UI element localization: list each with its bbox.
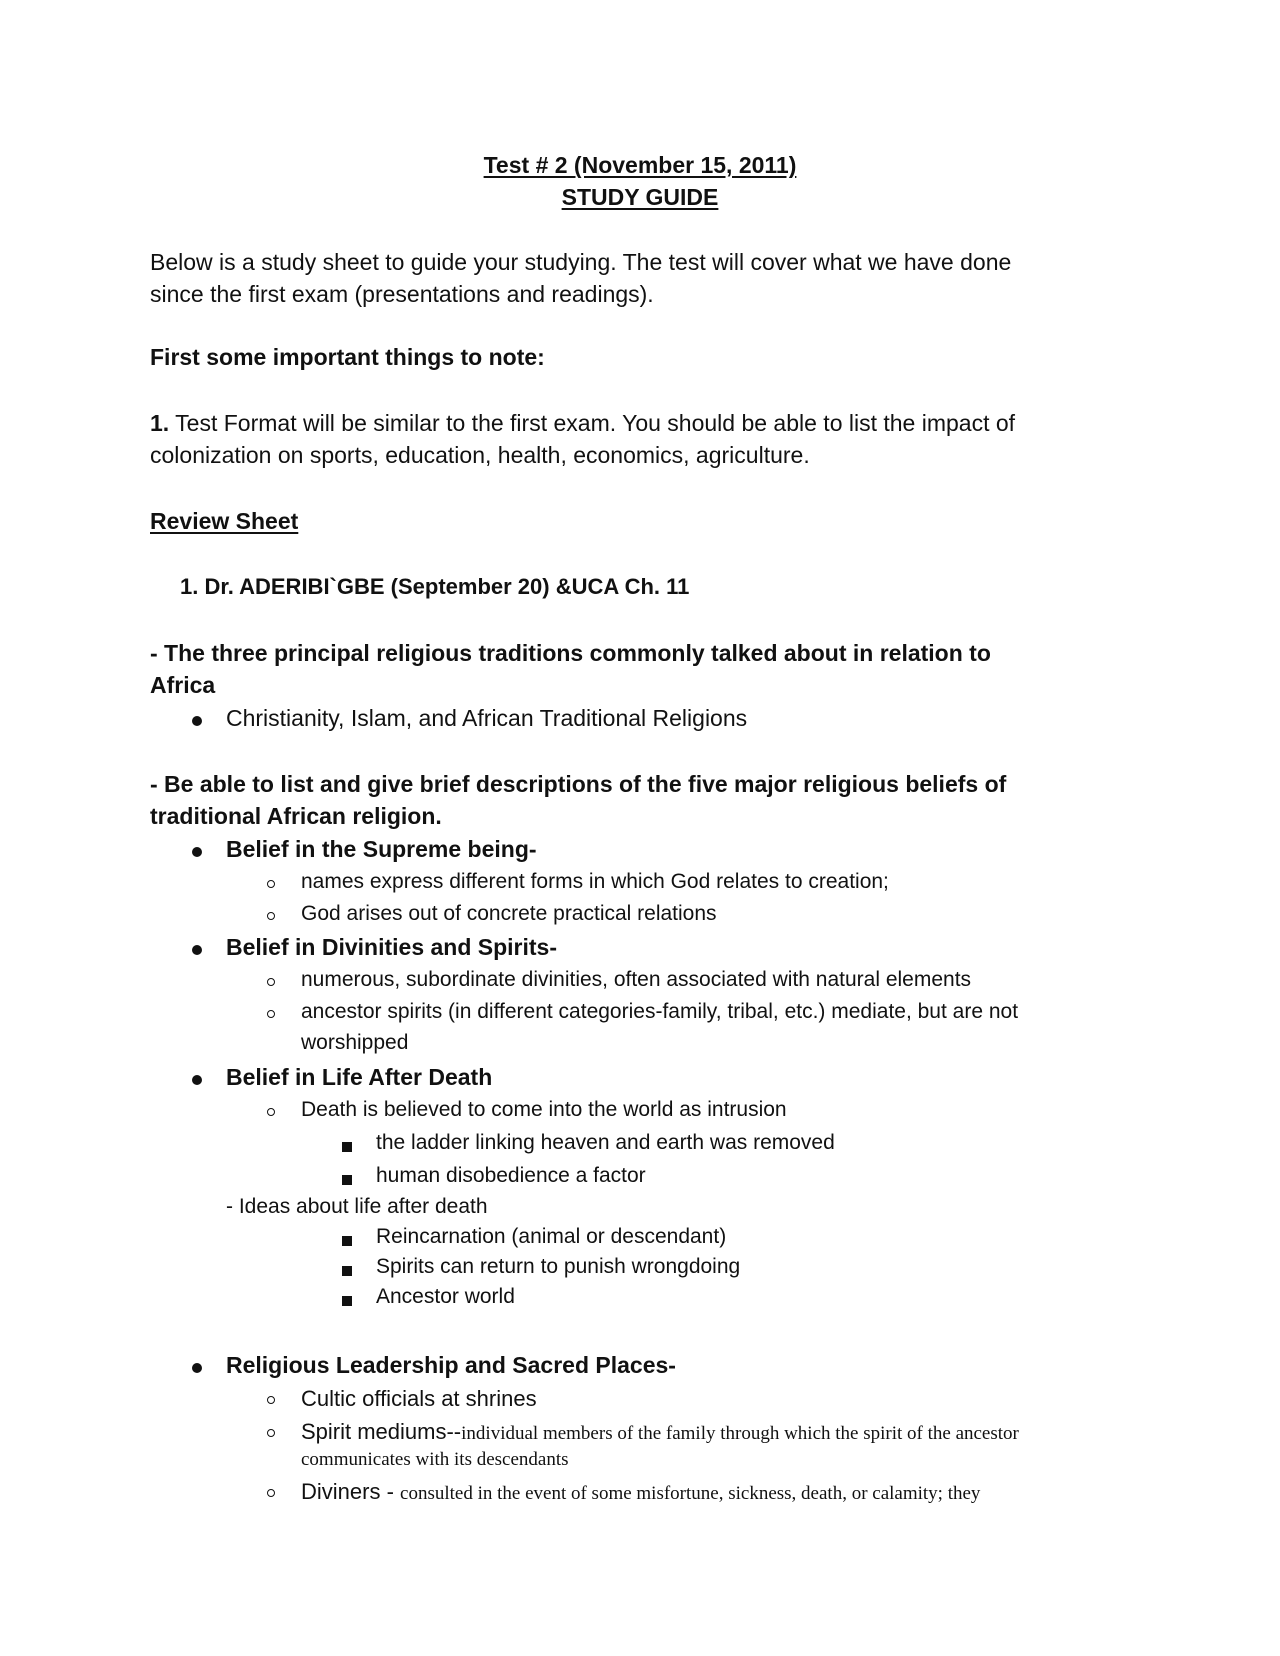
belief-detail: Death is believed to come into the world as intrusion: [301, 1098, 787, 1121]
belief-title: Belief in the Supreme being-: [226, 836, 537, 862]
belief-detail-cont: worshipped: [301, 1031, 409, 1054]
notes-item-1-cont: colonization on sports, education, health, economics, agriculture.: [150, 442, 810, 468]
question-1-line-1: - The three principal religious traditions commonly talked about in relation to: [150, 640, 991, 666]
idea-item: Ancestor world: [376, 1285, 515, 1308]
review-heading: Review Sheet: [150, 508, 299, 534]
circle-bullet-icon: [267, 978, 275, 986]
belief-detail: names express different forms in which God relates to creation;: [301, 870, 889, 893]
spirit-mediums-desc: individual members of the family through which the spirit of the ancestor: [461, 1423, 1019, 1444]
circle-bullet-icon: [267, 1429, 275, 1437]
belief-detail: ancestor spirits (in different categories-family, tribal, etc.) mediate, but are not: [301, 1000, 1019, 1023]
bullet-icon: [192, 847, 202, 857]
belief-title: Belief in Divinities and Spirits-: [226, 934, 558, 960]
circle-bullet-icon: [267, 912, 275, 920]
circle-bullet-icon: [267, 880, 275, 888]
spirit-mediums-label: Spirit mediums--: [301, 1419, 462, 1444]
idea-item: Reincarnation (animal or descendant): [376, 1225, 727, 1248]
belief-detail: Cultic officials at shrines: [301, 1386, 537, 1411]
square-bullet-icon: [342, 1296, 352, 1306]
bullet-icon: [192, 945, 202, 955]
circle-bullet-icon: [267, 1396, 275, 1404]
section-heading: 1. Dr. ADERIBI`GBE (September 20) &UCA Ch. 11: [180, 574, 690, 599]
circle-bullet-icon: [267, 1010, 275, 1018]
diviners-label: Diviners -: [301, 1479, 401, 1504]
bullet-icon: [192, 1075, 202, 1085]
circle-bullet-icon: [267, 1108, 275, 1116]
intro-line-1: Below is a study sheet to guide your studying. The test will cover what we have done: [150, 249, 1012, 275]
notes-item-text: Test Format will be similar to the first exam. You should be able to list the impact of: [175, 410, 1016, 436]
square-bullet-icon: [342, 1175, 352, 1185]
belief-detail: God arises out of concrete practical relations: [301, 902, 717, 925]
notes-item-1: [150, 410, 1015, 437]
square-bullet-icon: [342, 1236, 352, 1246]
square-bullet-icon: [342, 1142, 352, 1152]
intro-line-2: since the first exam (presentations and readings).: [150, 281, 654, 307]
belief-title: Belief in Life After Death: [226, 1064, 493, 1090]
circle-bullet-icon: [267, 1489, 275, 1497]
belief-detail: numerous, subordinate divinities, often associated with natural elements: [301, 968, 972, 991]
idea-item: Spirits can return to punish wrongdoing: [376, 1255, 741, 1278]
question-2-line-2: traditional African religion.: [150, 803, 442, 829]
page-title: Test # 2 (November 15, 2011): [483, 152, 797, 178]
question-1-line-2: Africa: [150, 672, 216, 698]
belief-point: the ladder linking heaven and earth was removed: [376, 1131, 835, 1154]
belief-title: Religious Leadership and Sacred Places-: [226, 1352, 676, 1378]
ideas-heading: - Ideas about life after death: [226, 1195, 488, 1218]
belief-point: human disobedience a factor: [376, 1164, 646, 1187]
diviners-desc: consulted in the event of some misfortune, sickness, death, or calamity; they: [400, 1483, 981, 1504]
page-subtitle: STUDY GUIDE: [561, 184, 719, 210]
diviners-item: [301, 1479, 980, 1505]
bullet-icon: [192, 1363, 202, 1373]
notes-heading: First some important things to note:: [150, 344, 545, 370]
notes-item-number: 1.: [150, 410, 170, 436]
question-2-line-1: - Be able to list and give brief descriptions of the five major religious beliefs of: [150, 771, 1007, 797]
bullet-icon: [192, 716, 202, 726]
question-1-answer: Christianity, Islam, and African Traditional Religions: [226, 705, 748, 731]
spirit-mediums-item: [301, 1419, 1019, 1445]
square-bullet-icon: [342, 1266, 352, 1276]
spirit-mediums-desc-cont: communicates with its descendants: [301, 1449, 569, 1470]
